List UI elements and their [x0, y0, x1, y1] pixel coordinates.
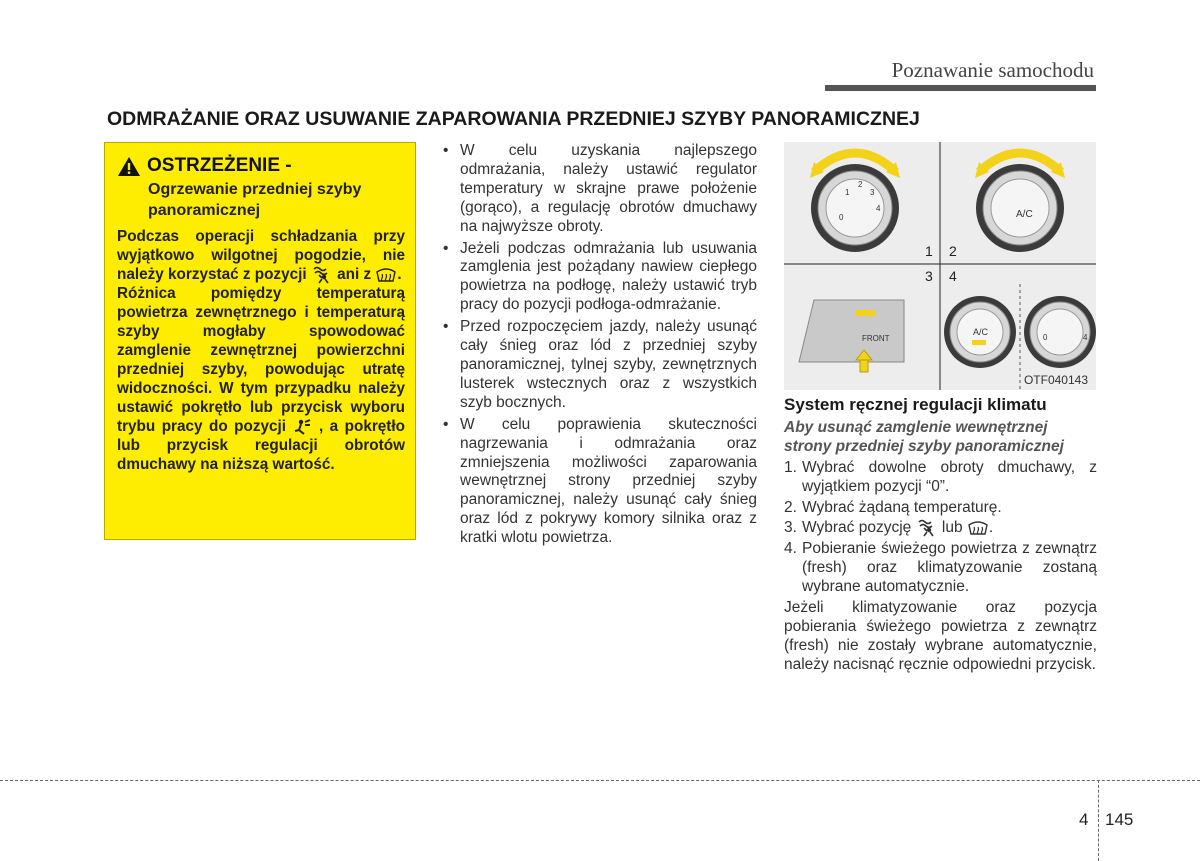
ac-knob-2 — [975, 153, 1065, 252]
warning-box — [104, 142, 416, 540]
figure-label-1: 1 — [925, 243, 933, 259]
list-item — [784, 499, 1097, 518]
footer-divider — [0, 780, 1200, 781]
figure-code: OTF040143 — [1023, 373, 1088, 387]
list-item: • Jeżeli podczas odmrażania lub usuwania zamglenia jest pożądany nawiew ciepłego powietrza na podłogę, należy ustawić tryb pracy do pozycji podłoga-odmrażanie. — [441, 240, 757, 316]
warning-header — [117, 155, 405, 177]
warning-p1-mid: ani z — [337, 266, 372, 283]
knob-number: 2 — [858, 180, 863, 189]
list-item: • W celu uzyskania najlepszego odmrażania, należy ustawić regulator temperatury w skrajne prawe położenie (gorąco), a regulację obrotów dmuchawy na najwyższe obroty. — [441, 142, 757, 237]
warning-paragraph-1 — [117, 227, 405, 284]
page-number: 145 — [1105, 810, 1134, 829]
knob-number: 4 — [876, 204, 881, 213]
step-number: 2. — [784, 498, 797, 516]
climate-control-figure — [784, 142, 1096, 390]
floor-defrost-icon — [916, 519, 938, 537]
step-number: 4. — [784, 540, 797, 558]
chapter-number: 4 — [1079, 810, 1089, 829]
temperature-knob-1 — [810, 153, 900, 252]
warning-paragraph-2 — [117, 284, 405, 474]
step-number: 1. — [784, 458, 797, 476]
warning-p1-end: . — [397, 266, 402, 283]
warning-p1-text: Podczas operacji schładzania przy wyjątkowo wilgotnej pogodzie, nie należy korzystać z pozycji — [117, 228, 405, 283]
list-item — [784, 540, 1097, 597]
figure-label-4: 4 — [949, 268, 957, 284]
list-item — [784, 519, 1097, 538]
warning-body — [117, 227, 405, 474]
tips-list — [441, 142, 757, 548]
knob-number: 0 — [1043, 333, 1048, 342]
list-item: • Przed rozpoczęciem jazdy, należy usunąć cały śnieg oraz lód z przedniej szyby panoramicznej, tylnej szyby, zewnętrznych lusterek wstecznych oraz z wszystkich szyb bocznych. — [441, 318, 757, 413]
section-title: ODMRAŻANIE ORAZ USUWANIE ZAPAROWANIA PRZEDNIEJ SZYBY PANORAMICZNEJ — [107, 108, 920, 130]
warning-subtitle: Ogrzewanie przedniej szyby panoramicznej — [148, 181, 362, 219]
steps-list — [784, 459, 1097, 597]
step-text: Wybrać pozycję — [802, 519, 912, 537]
list-item — [784, 459, 1097, 497]
mode-floor-defrost-icon — [292, 419, 312, 435]
footer-vertical-divider — [1098, 780, 1099, 861]
step-text: Wybrać żądaną temperaturę. — [802, 498, 1002, 516]
warning-p2-end: , a pokrętło lub przycisk regulacji obrotów dmuchawy na niższą wartość. — [117, 418, 405, 473]
step-text: Wybrać dowolne obroty dmuchawy, z wyjątkiem pozycji “0”. — [802, 458, 1097, 495]
right-title: System ręcznej regulacji klimatu — [784, 395, 1047, 414]
step-text-mid: lub — [941, 519, 963, 537]
right-column — [784, 396, 1097, 675]
knob-number: 4 — [1083, 333, 1088, 342]
front-label: FRONT — [862, 334, 890, 343]
warning-p2-text: Różnica pomiędzy temperaturą powietrza zewnętrznego i temperaturą szyby mogłaby spowodować zamglenie zewnętrznej powierzchni przedniej szyby, powodując utratę widoczności. W tym przypadku należy ustawić pokrętło lub przycisk wyboru trybu pracy do pozycji — [117, 285, 405, 435]
list-item: • W celu poprawienia skuteczności nagrzewania i odmrażania oraz zmniejszenia możliwości zaparowania wewnętrznej strony przedniej szyby panoramicznej, należy usunąć cały śnieg oraz lód z pokrywy komory silnika oraz z kratki wlotu powietrza. — [441, 416, 757, 548]
figure-label-3: 3 — [925, 268, 933, 284]
temperature-knob-4 — [1024, 296, 1096, 368]
figure-label-2: 2 — [949, 243, 957, 259]
knob-number: 1 — [845, 188, 850, 197]
right-subheading: Aby usunąć zamglenie wewnętrznej strony przedniej szyby panoramicznej — [784, 418, 1064, 455]
windshield-defrost-icon — [967, 520, 989, 536]
knob-number: 3 — [870, 188, 875, 197]
step-text: Pobieranie świeżego powietrza z zewnątrz (fresh) oraz klimatyzowanie zostaną wybrane automatycznie. — [802, 540, 1097, 596]
warning-title: OSTRZEŻENIE - — [147, 155, 292, 176]
windshield-defrost-icon — [375, 267, 397, 283]
warning-triangle-icon — [117, 156, 141, 177]
ac-label-small: A/C — [973, 327, 989, 337]
running-header: Poznawanie samochodu — [891, 58, 1094, 82]
right-paragraph: Jeżeli klimatyzowanie oraz pozycja pobierania świeżego powietrza z zewnątrz (fresh) nie zostały wybrane automatycznie, należy nacisnąć ręcznie odpowiedni przycisk. — [784, 599, 1097, 673]
middle-column — [441, 142, 757, 551]
header-rule — [825, 85, 1096, 91]
climate-panel-illustration — [784, 142, 1096, 390]
step-number: 3. — [784, 519, 797, 537]
knob-number: 0 — [839, 213, 844, 222]
floor-defrost-icon — [311, 266, 333, 284]
ac-label: A/C — [1016, 209, 1033, 220]
step-text-end: . — [988, 519, 994, 537]
